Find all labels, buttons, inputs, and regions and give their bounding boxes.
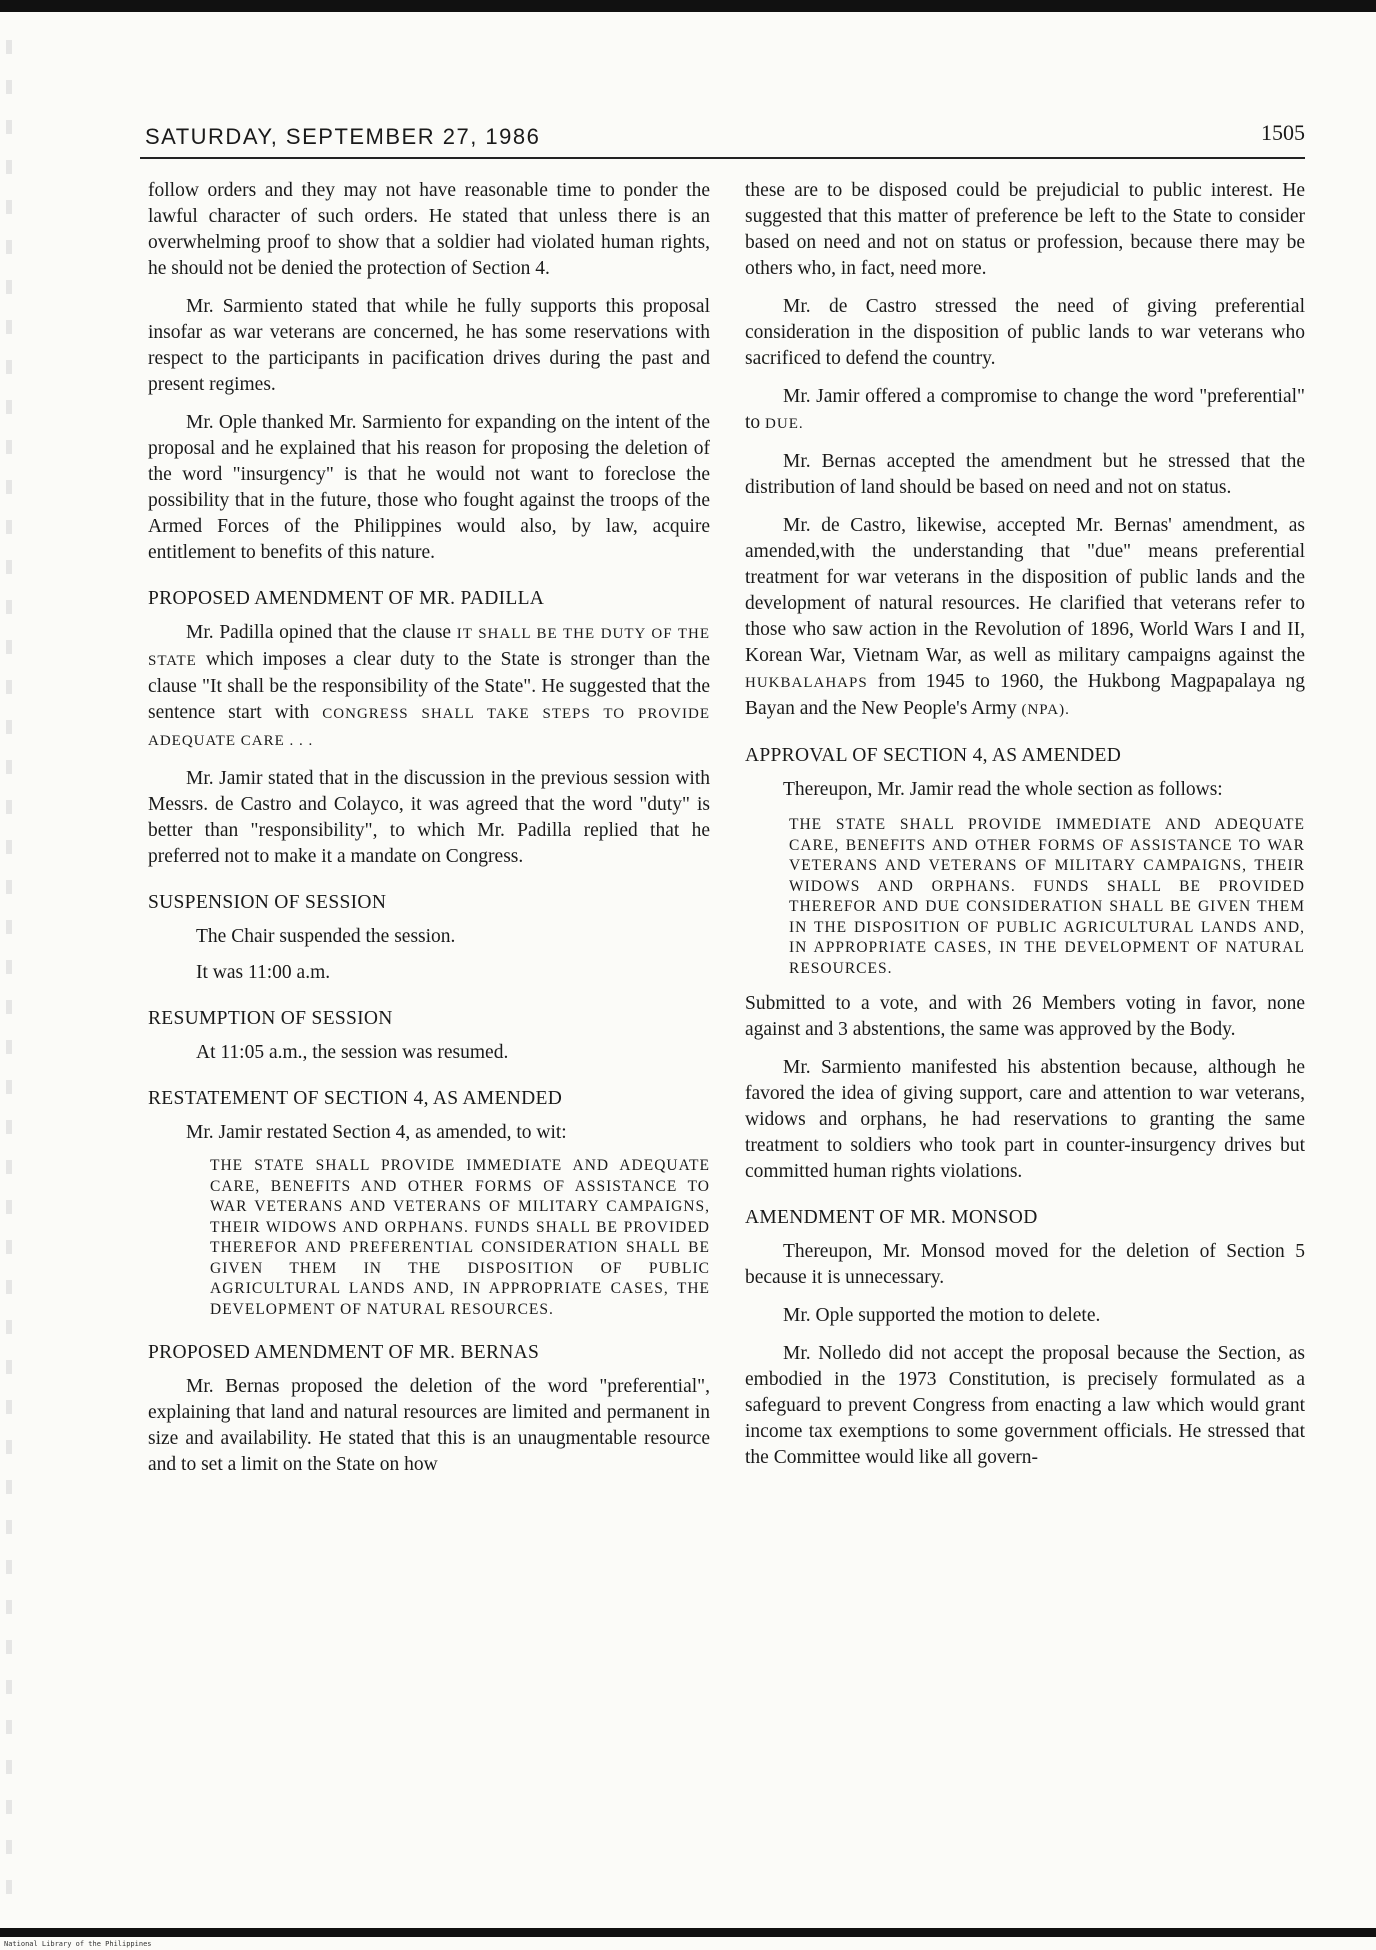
session-note: The Chair suspended the session. <box>196 926 456 947</box>
paragraph-text: Mr. Jamir offered a compromise to change the word "preferential" to <box>745 386 1305 433</box>
paragraph: Submitted to a vote, and with 26 Members voting in favor, none against and 3 abstentions, the same was approved by the Body. <box>745 993 1305 1040</box>
scan-left-edge <box>6 40 12 1920</box>
paragraph: these are to be disposed could be prejudicial to public interest. He suggested that this matter of preference be left to the State to consider based on need and not on status or profession, because there may be others who, in fact, need more. <box>745 180 1305 279</box>
quoted-clause: CONGRESS SHALL TAKE STEPS TO PROVIDE ADEQUATE CARE . . . <box>148 706 710 749</box>
paragraph: Thereupon, Mr. Jamir read the whole section as follows: <box>783 779 1223 800</box>
scan-bottom-border <box>0 1928 1376 1937</box>
section-heading: RESUMPTION OF SESSION <box>148 1008 393 1029</box>
section-heading: PROPOSED AMENDMENT OF MR. PADILLA <box>148 588 545 609</box>
paragraph: Mr. Nolledo did not accept the proposal because the Section, as embodied in the 1973 Constitution, is precisely formulated as a safeguard to prevent Congress from enacting a law which would grant income tax exemptions to some government officials. He stressed that the Committee would like all govern- <box>745 1343 1305 1468</box>
paragraph: Mr. Sarmiento manifested his abstention because, although he favored the idea of giving support, care and attention to war veterans, widows and orphans, he had reservations to granting the same treatment to soldiers who took part in counter-insurgency drives but committed human rights violations. <box>745 1057 1305 1182</box>
paragraph: Mr. de Castro stressed the need of giving preferential consideration in the disposition of public lands to war veterans who sacrificed to defend the country. <box>745 296 1305 369</box>
paragraph: Thereupon, Mr. Monsod moved for the deletion of Section 5 because it is unnecessary. <box>745 1241 1305 1288</box>
paragraph: Mr. Bernas accepted the amendment but he stressed that the distribution of land should be based on need and not on status. <box>745 451 1305 498</box>
section-heading: AMENDMENT OF MR. MONSOD <box>745 1207 1038 1228</box>
section-heading: SUSPENSION OF SESSION <box>148 892 387 913</box>
scan-top-border <box>0 0 1376 12</box>
block-quote: THE STATE SHALL PROVIDE IMMEDIATE AND ADEQUATE CARE, BENEFITS AND OTHER FORMS OF ASSISTANCE TO WAR VETERANS AND VETERANS OF MILITARY CAMPAIGNS, THEIR WIDOWS AND ORPHANS. FUNDS SHALL BE PROVIDED THEREFOR AND DUE CONSIDERATION SHALL BE GIVEN THEM IN THE DISPOSITION OF PUBLIC AGRICULTURAL LANDS AND, IN APPROPRIATE CASES, IN THE DEVELOPMENT OF NATURAL RESOURCES. <box>789 816 1305 977</box>
left-column <box>148 178 710 1490</box>
page-number: 1505 <box>1261 120 1305 145</box>
section-heading: PROPOSED AMENDMENT OF MR. BERNAS <box>148 1342 540 1363</box>
session-note: At 11:05 a.m., the session was resumed. <box>196 1042 509 1063</box>
quoted-clause: DUE. <box>765 416 804 432</box>
paragraph: Mr. Ople supported the motion to delete. <box>783 1305 1101 1326</box>
header-rule <box>140 157 1305 159</box>
paragraph: Mr. Sarmiento stated that while he fully supports this proposal insofar as war veterans are concerned, he has some reservations with respect to the participants in pacification drives during the past and present regimes. <box>148 296 710 395</box>
scan-source-label: National Library of the Philippines <box>4 1940 152 1948</box>
session-note: Mr. Jamir restated Section 4, as amended, to wit: <box>186 1122 567 1143</box>
session-note: It was 11:00 a.m. <box>196 962 331 983</box>
quoted-clause: HUKBALAHAPS <box>745 675 868 691</box>
section-heading: RESTATEMENT OF SECTION 4, AS AMENDED <box>148 1088 563 1109</box>
paragraph <box>745 384 1305 437</box>
quoted-clause: (NPA). <box>1021 702 1070 718</box>
quoted-clause: IT SHALL BE THE DUTY OF THE STATE <box>148 626 710 669</box>
paragraph <box>745 513 1305 723</box>
paragraph-text: Mr. de Castro, likewise, accepted Mr. Bernas' amendment, as amended,with the understanding that "due" means preferential treatment for war veterans in the disposition of public lands and the development of natural resources. He clarified that veterans refer to those who saw action in the Revolution of 1896, World Wars I and II, Korean War, Vietnam War, as well as military campaigns against the <box>745 515 1305 666</box>
paragraph: follow orders and they may not have reasonable time to ponder the lawful character of such orders. He stated that unless there is an overwhelming proof to show that a soldier had violated human rights, he should not be denied the protection of Section 4. <box>148 180 710 279</box>
right-column <box>745 178 1305 1483</box>
paragraph <box>148 620 710 754</box>
paragraph-text: which imposes a clear duty to the State is stronger than the clause "It shall be the responsibility of the State". He suggested that the sentence start with <box>148 649 710 723</box>
paragraph-text: from 1945 to 1960, the Hukbong Magpapalaya ng Bayan and the New People's Army <box>745 671 1306 719</box>
block-quote: THE STATE SHALL PROVIDE IMMEDIATE AND ADEQUATE CARE, BENEFITS AND OTHER FORMS OF ASSISTANCE TO WAR VETERANS AND VETERANS OF MILITARY CAMPAIGNS, THEIR WIDOWS AND ORPHANS. FUNDS SHALL BE PROVIDED THEREFOR AND PREFERENTIAL CONSIDERATION SHALL BE GIVEN THEM IN THE DISPOSITION OF PUBLIC AGRICULTURAL LANDS AND, IN APPROPRIATE CASES, THE DEVELOPMENT OF NATURAL RESOURCES. <box>210 1157 710 1318</box>
header-date: SATURDAY, SEPTEMBER 27, 1986 <box>145 124 541 149</box>
paragraph: Mr. Jamir stated that in the discussion in the previous session with Messrs. de Castro and Colayco, it was agreed that the word "duty" is better than "responsibility", to which Mr. Padilla replied that he preferred not to make it a mandate on Congress. <box>148 768 710 867</box>
paragraph: Mr. Bernas proposed the deletion of the word "preferential", explaining that land and natural resources are limited and permanent in size and availability. He stated that this is an unaugmentable resource and to set a limit on the State on how <box>148 1376 710 1475</box>
page-header <box>145 120 1305 160</box>
paragraph: Mr. Ople thanked Mr. Sarmiento for expanding on the intent of the proposal and he explained that his reason for proposing the deletion of the word "insurgency" is that he would not want to foreclose the possibility that in the future, those who fought against the troops of the Armed Forces of the Philippines would also, by law, acquire entitlement to benefits of this nature. <box>148 412 710 563</box>
paragraph-text: Mr. Padilla opined that the clause <box>186 622 452 643</box>
section-heading: APPROVAL OF SECTION 4, AS AMENDED <box>745 745 1122 766</box>
